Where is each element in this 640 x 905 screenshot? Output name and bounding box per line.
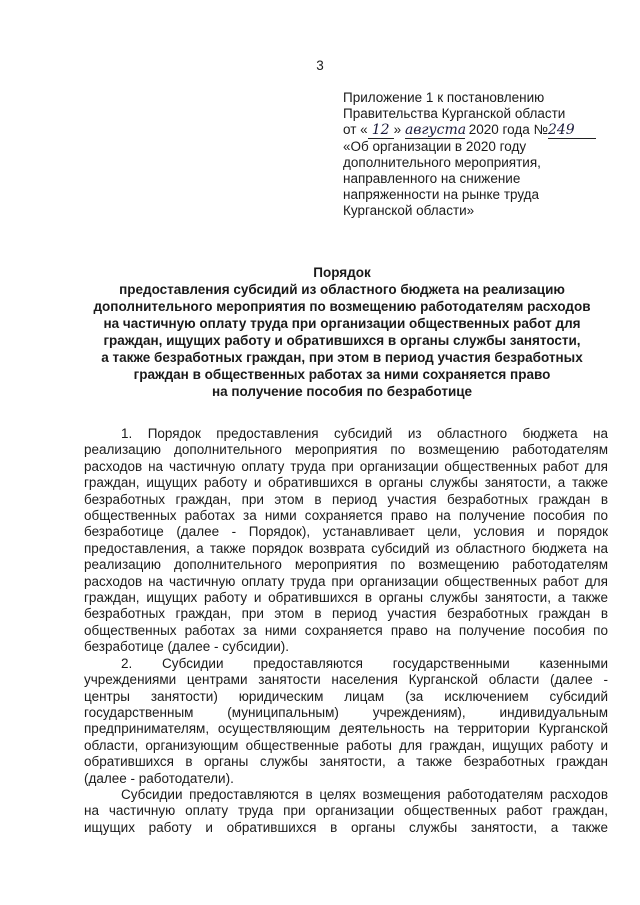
- appendix-subject-line: дополнительного мероприятия,: [343, 155, 541, 170]
- appendix-line: Правительства Курганской области: [343, 106, 566, 121]
- appendix-subject-line: направленного на снижение: [343, 171, 521, 186]
- body-line: 2. Субсидии предоставляются государственными казенными: [121, 655, 608, 671]
- appendix-subject-line: Курганской области»: [343, 203, 475, 218]
- body-line: обратившихся в органы службы занятости, а также безработных граждан: [84, 754, 608, 770]
- appendix-line: Приложение 1 к постановлению: [343, 90, 545, 105]
- body-line: Субсидии предоставляются в целях возмещения работодателям расходов: [121, 786, 608, 802]
- body-line: области, организующим общественные работы для граждан, ищущих работу и: [84, 737, 608, 753]
- appendix-subject-line: напряженности на рынке труда: [343, 187, 540, 202]
- body-line: общественных работах за ними сохраняется право на получение пособия по: [84, 508, 608, 524]
- body-line: безработице (далее - субсидии).: [84, 639, 290, 655]
- title-line: на частичную оплату труда при организации общественных работ для: [103, 316, 581, 331]
- body-line: реализацию дополнительного мероприятия по возмещению работодателям: [84, 442, 608, 458]
- body-line: предпринимателям, осуществляющим деятельность на территории Курганской: [84, 721, 608, 737]
- handwritten-month: августа: [404, 122, 467, 138]
- date-prefix: от «: [343, 122, 368, 137]
- handwritten-day: 12: [368, 122, 394, 139]
- appendix-date-line: [343, 122, 633, 139]
- appendix-subject-line: «Об организации в 2020 году: [343, 139, 527, 154]
- body-line: безработных граждан, при этом в период участия безработных граждан в: [84, 606, 608, 622]
- title-line: а также безработных граждан, при этом в период участия безработных: [101, 350, 583, 365]
- body-line: расходов на частичную оплату труда при организации общественных работ для: [84, 458, 608, 474]
- date-year: 2020 года №: [468, 122, 548, 137]
- body-line: 1. Порядок предоставления субсидий из областного бюджета на: [121, 426, 608, 441]
- title-line: граждан в общественных работах за ними сохраняется право: [133, 367, 551, 382]
- handwritten-doc-number: 249: [548, 122, 596, 139]
- date-mid: »: [393, 122, 402, 137]
- title-line: граждан, ищущих работу и обратившихся в органы службы занятости,: [103, 333, 581, 348]
- body-line: предоставления, а также порядок возврата субсидий из областного бюджета на: [84, 540, 608, 556]
- body-line: реализацию дополнительного мероприятия по возмещению работодателям: [84, 557, 608, 573]
- page-number: 3: [316, 58, 324, 73]
- body-line: на частичную оплату труда при организации общественных работ граждан,: [84, 803, 608, 819]
- body-line: расходов на частичную оплату труда при организации общественных работ для: [84, 573, 608, 589]
- appendix-header: [343, 90, 633, 219]
- body-line: ищущих работу и обратившихся в органы службы занятости, а также: [84, 819, 608, 835]
- body-line: безработице (далее - Порядок), устанавливает цели, условия и порядок: [84, 524, 608, 540]
- document-body: [84, 426, 608, 836]
- title-line: Порядок: [313, 265, 371, 280]
- body-line: государственным (муниципальным) учреждениям), индивидуальным: [84, 704, 608, 720]
- body-line: учреждениями центрами занятости населения Курганской области (далее -: [84, 672, 608, 688]
- body-line: граждан, ищущих работу и обратившихся в органы службы занятости, а также: [84, 475, 608, 491]
- title-line: предоставления субсидий из областного бюджета на реализацию: [119, 282, 565, 297]
- body-line: центры занятости) юридическим лицам (за исключением субсидий: [84, 688, 608, 704]
- body-line: граждан, ищущих работу и обратившихся в органы службы занятости, а также: [84, 590, 608, 606]
- document-title: [70, 264, 614, 400]
- body-line: безработных граждан, при этом в период участия безработных граждан в: [84, 491, 608, 507]
- body-line: (далее - работодатели).: [84, 770, 234, 786]
- title-line: на получение пособия по безработице: [211, 384, 473, 399]
- body-line: общественных работах за ними сохраняется право на получение пособия по: [84, 622, 608, 638]
- title-line: дополнительного мероприятия по возмещению работодателям расходов: [93, 299, 591, 314]
